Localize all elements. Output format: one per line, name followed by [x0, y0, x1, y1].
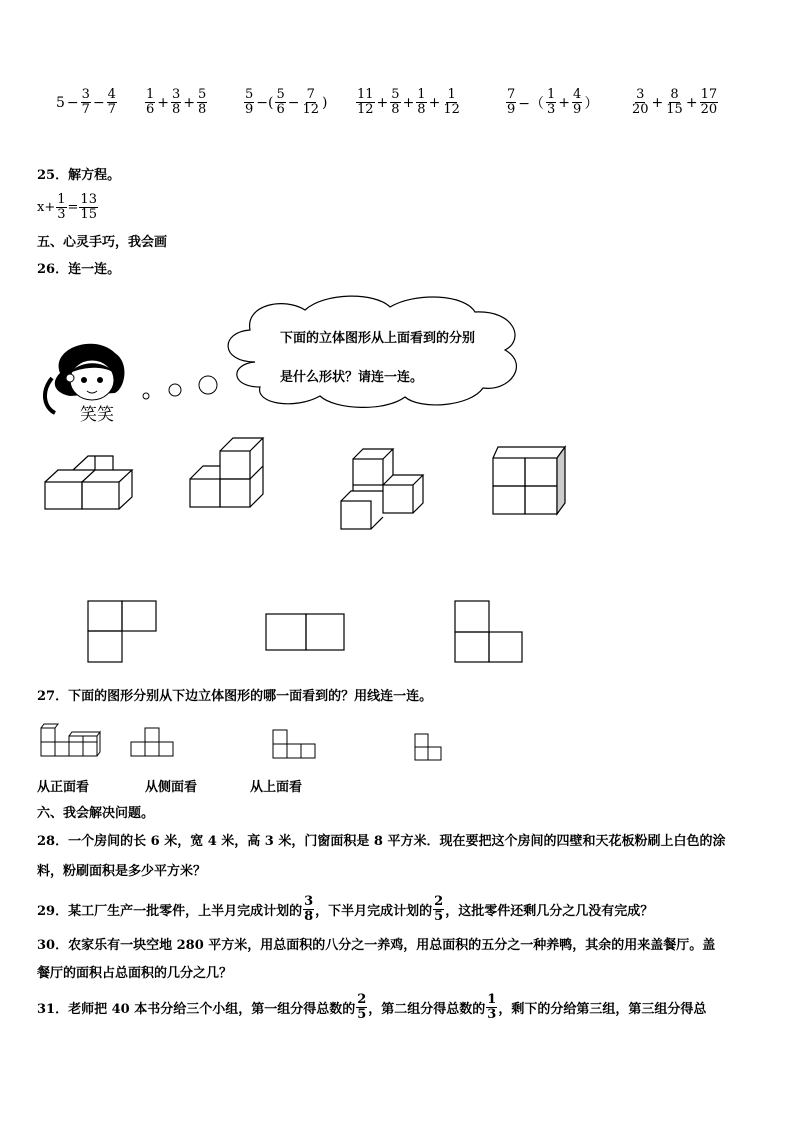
view-front: 从正面看	[37, 780, 90, 795]
q30-line2: 餐厅的面积占总面积的几分之几？	[37, 966, 233, 981]
q29-text-b: ，下半月完成计划的	[315, 904, 433, 919]
fraction	[356, 88, 375, 117]
frac-num: 17	[700, 87, 718, 102]
q27-figures	[38, 720, 458, 770]
frac-den: 5	[357, 1007, 367, 1022]
operator: +	[651, 94, 664, 111]
q27-view-3	[415, 734, 441, 760]
thought-dots	[140, 375, 220, 405]
q26-label: 26．连一连。	[37, 262, 121, 277]
frac-den: 9	[245, 102, 254, 117]
solid-4	[493, 447, 565, 514]
frac-num: 5	[276, 87, 285, 102]
frac-num: 4	[573, 87, 582, 102]
frac-num: 7	[306, 87, 315, 102]
fraction	[81, 88, 91, 117]
q27-view-1	[131, 728, 173, 756]
q25-equation	[37, 193, 99, 222]
q31-text-a: 31．老师把 40 本书分给三个小组，第一组分得总数的	[37, 1002, 356, 1017]
fraction	[506, 88, 516, 117]
frac-den: 12	[302, 102, 320, 117]
view-3	[455, 601, 522, 662]
frac-den: 5	[434, 909, 444, 924]
frac-den: 9	[507, 102, 516, 117]
frac-num: 7	[507, 87, 516, 102]
solid-2	[190, 438, 263, 507]
q30-line1: 30．农家乐有一块空地 280 平方米，用总面积的八分之一养鸡，用总面积的五分之一种养鸭，其余的用来盖餐厅。盖	[37, 938, 716, 953]
q31-text-b: ，第二组分得总数的	[368, 1002, 486, 1017]
frac-den: 7	[107, 102, 116, 117]
frac-num: 5	[245, 87, 254, 102]
frac-num: 13	[80, 192, 97, 207]
frac-num: 3	[636, 87, 645, 102]
fraction	[572, 88, 582, 117]
operator: +	[183, 94, 196, 111]
girl-name: 笑笑	[80, 405, 114, 425]
q27-solid	[41, 724, 100, 756]
frac-num: 1	[146, 87, 155, 102]
frac-num: 3	[304, 894, 314, 909]
operator: 5	[56, 94, 65, 111]
q31	[37, 993, 706, 1022]
frac-den: 8	[391, 102, 400, 117]
q27-view-2	[273, 730, 315, 758]
fraction	[416, 88, 426, 117]
q29-text-c: ，这批零件还剩几分之几没有完成？	[445, 904, 654, 919]
bubble-line2: 是什么形状？请连一连。	[280, 370, 424, 385]
frac-den: 12	[443, 102, 460, 117]
frac-den: 3	[547, 102, 556, 117]
frac-num: 1	[417, 87, 426, 102]
fraction	[442, 88, 461, 117]
fraction	[275, 88, 285, 117]
fraction	[107, 88, 117, 117]
operator: −（	[518, 95, 545, 112]
solid-figures	[43, 435, 583, 535]
frac-num: 2	[357, 992, 367, 1007]
q27-label: 27．下面的图形分别从下边立体图形的哪一面看到的？用线连一连。	[37, 689, 433, 704]
frac-num: 4	[107, 87, 116, 102]
operator: −	[287, 94, 300, 111]
frac-num: 11	[357, 87, 374, 102]
operator: +	[402, 94, 415, 111]
view-1	[88, 601, 156, 662]
q28-line2: 料，粉刷面积是多少平方米？	[37, 864, 207, 879]
frac-den: 9	[573, 102, 582, 117]
fraction	[302, 88, 321, 117]
view-2	[266, 614, 344, 650]
operator: +	[157, 94, 170, 111]
fraction	[197, 88, 207, 117]
operator: −(	[256, 94, 274, 111]
expression-5	[505, 88, 599, 117]
fraction	[145, 88, 155, 117]
frac-num: 2	[434, 894, 444, 909]
section5-heading: 五、心灵手巧，我会画	[37, 235, 168, 250]
frac-den: 3	[57, 207, 66, 222]
frac-den: 7	[81, 102, 90, 117]
q28-line1: 28．一个房间的长 6 米，宽 4 米，高 3 米，门窗面积是 8 平方米．现在要把这个房间的四壁和天花板粉刷上白色的涂	[37, 834, 726, 849]
fraction	[244, 88, 254, 117]
fraction	[700, 88, 719, 117]
solid-3	[341, 449, 423, 529]
view-top: 从上面看	[250, 780, 303, 795]
frac-num: 8	[670, 87, 679, 102]
eq-sign: =	[67, 200, 79, 215]
frac-num: 3	[81, 87, 90, 102]
fraction	[665, 88, 684, 117]
frac-num: 1	[57, 192, 66, 207]
fraction	[171, 88, 181, 117]
frac-num: 1	[487, 992, 497, 1007]
q31-text-c: ，剩下的分给第三组，第三组分得总	[498, 1002, 707, 1017]
operator: −	[66, 94, 79, 111]
view-side: 从侧面看	[145, 780, 198, 795]
top-views	[85, 598, 530, 668]
frac-den: 15	[666, 102, 683, 117]
fraction	[390, 88, 400, 117]
frac-den: 8	[172, 102, 181, 117]
frac-den: 6	[276, 102, 285, 117]
expression-4	[355, 88, 462, 117]
fraction	[631, 88, 650, 117]
expression-2	[144, 88, 208, 117]
frac-den: 3	[487, 1007, 497, 1022]
q29	[37, 895, 653, 924]
operator: +	[428, 94, 441, 111]
frac-den: 8	[198, 102, 207, 117]
eq-x: x+	[37, 200, 56, 215]
expression-3	[243, 88, 329, 117]
expression-6	[630, 88, 719, 117]
frac-den: 8	[304, 909, 314, 924]
operator: +	[558, 94, 571, 111]
operator: −	[92, 94, 105, 111]
operator: ）	[584, 95, 599, 112]
section6-heading: 六、我会解决问题。	[37, 806, 155, 821]
fraction	[546, 88, 556, 117]
frac-num: 1	[547, 87, 556, 102]
frac-den: 8	[417, 102, 426, 117]
bubble-line1: 下面的立体图形从上面看到的分别	[280, 331, 476, 346]
q29-text-a: 29．某工厂生产一批零件，上半月完成计划的	[37, 904, 303, 919]
frac-den: 12	[357, 102, 374, 117]
frac-den: 20	[700, 102, 718, 117]
frac-num: 1	[447, 87, 456, 102]
operator: +	[376, 94, 389, 111]
q25-label: 25．解方程。	[37, 168, 121, 183]
frac-num: 5	[198, 87, 207, 102]
expression-1	[55, 88, 118, 117]
solid-1	[45, 456, 132, 509]
frac-den: 15	[80, 207, 97, 222]
thought-bubble	[215, 292, 535, 412]
frac-den: 20	[632, 102, 649, 117]
operator: +	[685, 94, 698, 111]
frac-num: 3	[172, 87, 181, 102]
frac-num: 5	[391, 87, 400, 102]
operator: )	[322, 94, 328, 111]
frac-den: 6	[146, 102, 155, 117]
